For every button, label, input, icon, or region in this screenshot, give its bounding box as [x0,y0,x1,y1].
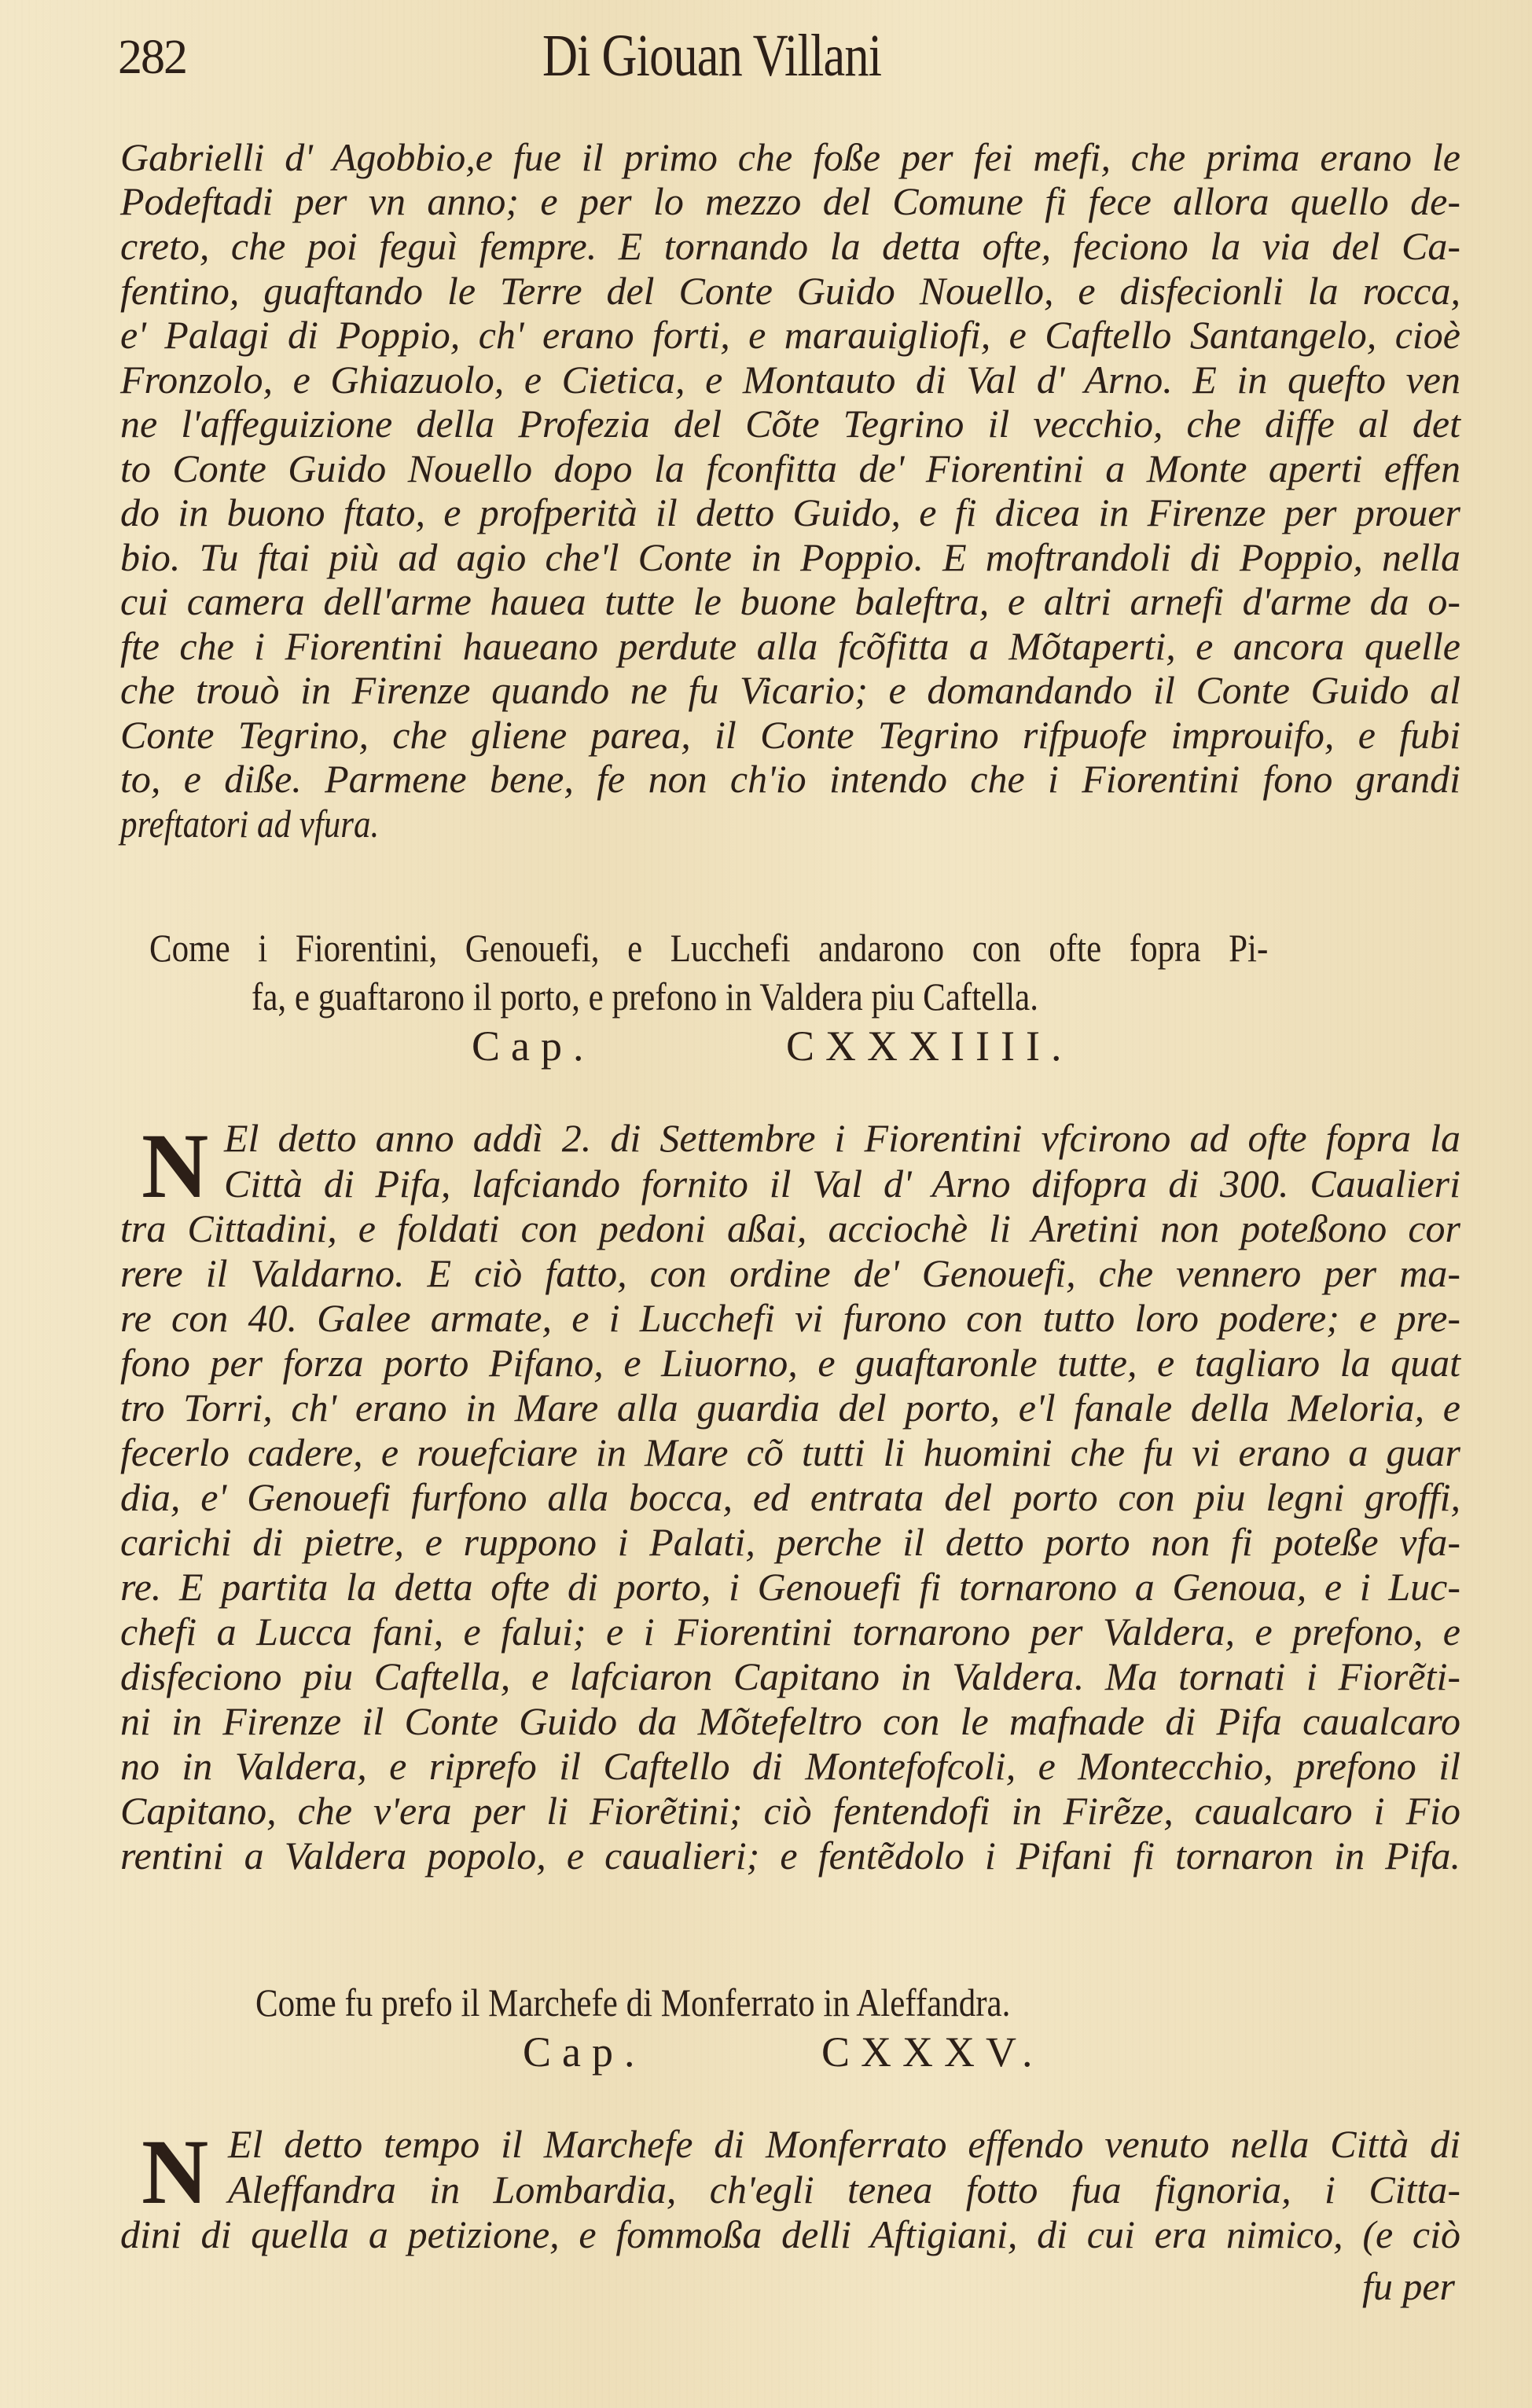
text-line: to Conte Guido Nouello dopo la fconfitta de' Fiorentini a Monte aperti effen [120,446,1460,490]
text-line: ne l'affeguizione della Profezia del Cõte Tegrino il vecchio, che diffe al det [120,402,1460,446]
text-line: dia, e' Genouefi furfono alla bocca, ed entrata del porto con piu legni groffi, [120,1475,1460,1519]
text-line: fte che i Fiorentini haueano perdute alla fcõfitta a Mõtaperti, e ancora quelle [120,624,1460,668]
text-line: Fronzolo, e Ghiazuolo, e Cietica, e Montauto di Val d' Arno. E in quefto ven [120,358,1460,402]
text-line: carichi di pietre, e rupponо i Palati, perche il detto porto non fi poteße vfa- [120,1520,1460,1564]
text-line: Gabrielli d' Agobbio,e fue il primo che foße per fei mefi, che prima erano le [120,135,1460,179]
text-line: fecerlo cadere, e rouefciare in Mare cõ tutti li huomini che fu vi erano a guar [120,1430,1460,1474]
chapter-number: CXXXV. [821,2028,1044,2076]
text-line: bio. Tu ftai più ad agio che'l Conte in Poppio. E moftrandoli di Poppio, nella [120,535,1460,579]
text-line: tra Cittadini, e foldati con pedoni aßai, acciochè li Aretini non poteßono cor [120,1206,1460,1250]
text-line: cui camera dell'arme hauea tutte le buone baleftra, e altri arnefi d'arme da o- [120,579,1460,623]
text-line: ni in Firenze il Conte Guido da Mõtefeltro con le mafnade di Pifa caualcaro [120,1699,1460,1743]
text-line: dini di quella a petizione, e fommoßa delli Aftigiani, di cui era nimico, (e ciò [120,2212,1460,2256]
text-line: El detto tempo il Marchefe di Monferrato effendo venuto nella Città di [228,2122,1460,2166]
catchword: fu per [1361,2264,1455,2308]
chapter-cap-label: Cap. [523,2028,646,2076]
text-line: che trouò in Firenze quando ne fu Vicario; e domandando il Conte Guido al [120,668,1460,712]
text-line: fono per forza porto Pifano, e Liuorno, e guaftaronle tutte, e tagliaro la quat [120,1341,1460,1385]
text-line: to, e diße. Parmene bene, fe non ch'io intendo che i Fiorentini fono grandi [120,757,1460,801]
text-line: El detto anno addì 2. di Settembre i Fiorentini vfcirono ad ofte fopra la [224,1116,1460,1160]
text-line: disfeciono piu Caftella, e lafciaron Capitano in Valdera. Ma tornati i Fiorẽti- [120,1654,1460,1698]
chapter-heading-line: Come i Fiorentini, Genouefi, e Lucchefi andarono con ofte fopra Pi- [149,926,1269,970]
running-head [118,22,1470,89]
text-line: do in buono ftato, e profperità il detto Guido, e fi dicea in Firenze per prouer [120,490,1460,534]
text-line: chefi a Lucca fani, e falui; e i Fiorentini tornarono per Valdera, e prefono, e [120,1610,1460,1654]
text-line: preftatori ad vfura. [120,802,380,846]
page-number: 282 [118,31,186,84]
running-title: Di Giouan Villani [542,23,882,89]
chapter-heading-line: fa, e guaftarono il porto, e prefono in Valdera piu Caftella. [252,975,1038,1019]
text-line: creto, che poi feguì fempre. E tornando la detta ofte, feciono la via del Ca- [120,224,1460,268]
text-line: Aleffandra in Lombardia, ch'egli tenea fotto fua fignoria, i Citta- [228,2168,1460,2212]
text-line: Città di Pifa, lafciando fornito il Val d' Arno difopra di 300. Caualieri [224,1162,1460,1206]
text-line: e' Palagi di Poppio, ch' erano forti, e marauigliofi, e Caftello Santangelo, cioè [120,313,1460,357]
text-line: no in Valdera, e riprefo il Caftello di Montefofcoli, e Montecchio, prefono il [120,1744,1460,1788]
text-line: Conte Tegrino, che gliene parea, il Conte Tegrino rifpuofe improuifo, e fubi [120,713,1460,757]
drop-cap: N [141,2120,209,2223]
drop-cap: N [141,1114,209,1217]
chapter-number: CXXXIIII. [786,1022,1073,1070]
text-line: rere il Valdarno. E ciò fatto, con ordine de' Genouefi, che vennero per ma- [120,1251,1460,1295]
chapter-heading-line: Come fu prefo il Marchefe di Monferrato in Aleffandra. [255,1980,1011,2024]
text-line: rentini a Valdera popolo, e caualieri; e fentẽdolo i Pifani fi tornaron in Pifa. [120,1834,1460,1878]
text-line: Podeftadi per vn anno; e per lo mezzo del Comune fi fece allora quello de- [120,179,1460,223]
text-line: Capitano, che v'era per li Fiorẽtini; ciò fentendofi in Firẽze, caualcaro i Fio [120,1789,1460,1833]
text-line: tro Torri, ch' erano in Mare alla guardia del porto, e'l fanale della Meloria, e [120,1386,1460,1430]
text-line: fentino, guaftando le Terre del Conte Guido Nouello, e disfecionli la rocca, [120,269,1460,313]
chapter-cap-label: Cap. [472,1022,595,1070]
text-line: re con 40. Galee armate, e i Lucchefi vi furono con tutto loro podere; e pre- [120,1296,1460,1340]
text-line: re. E partita la detta ofte di porto, i Genouefi fi tornarono a Genoua, e i Luc- [120,1565,1460,1609]
